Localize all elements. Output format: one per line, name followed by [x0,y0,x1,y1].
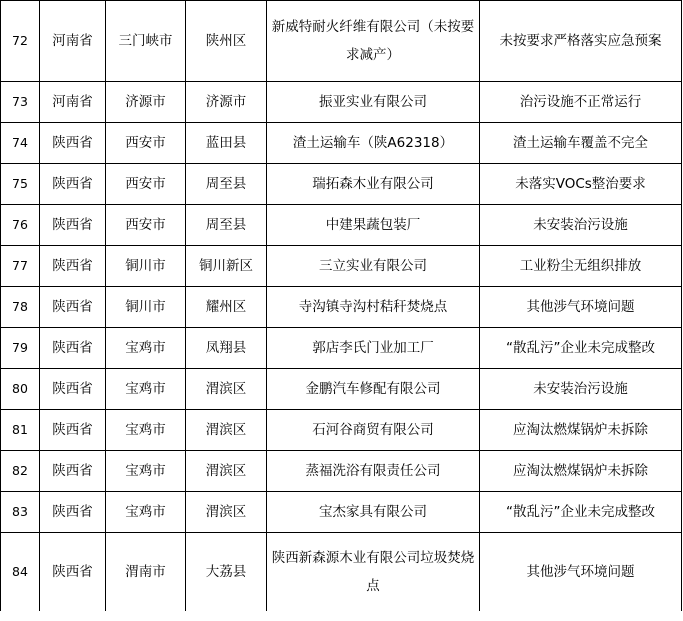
city-cell: 渭南市 [106,533,186,612]
row-number: 78 [1,287,40,328]
row-number: 73 [1,82,40,123]
province-cell: 陕西省 [40,123,106,164]
row-number: 77 [1,246,40,287]
district-cell: 渭滨区 [186,451,267,492]
table-row [1,369,682,410]
row-number: 72 [1,1,40,82]
issue-cell: 应淘汰燃煤锅炉未拆除 [480,451,682,492]
district-cell: 周至县 [186,205,267,246]
company-cell: 金鹏汽车修配有限公司 [267,369,480,410]
district-cell: 凤翔县 [186,328,267,369]
table-row [1,164,682,205]
company-cell: 新威特耐火纤维有限公司（未按要求减产） [267,1,480,82]
district-cell: 耀州区 [186,287,267,328]
province-cell: 陕西省 [40,451,106,492]
city-cell: 西安市 [106,164,186,205]
province-cell: 陕西省 [40,328,106,369]
row-number: 82 [1,451,40,492]
company-cell: 振亚实业有限公司 [267,82,480,123]
row-number: 76 [1,205,40,246]
city-cell: 西安市 [106,205,186,246]
issue-cell: 未按要求严格落实应急预案 [480,1,682,82]
issue-cell: 未落实VOCs整治要求 [480,164,682,205]
issue-cell: 未安装治污设施 [480,369,682,410]
city-cell: 铜川市 [106,246,186,287]
city-cell: 宝鸡市 [106,451,186,492]
company-cell: 渣土运输车（陕A62318） [267,123,480,164]
city-cell: 宝鸡市 [106,328,186,369]
issue-cell: “散乱污”企业未完成整改 [480,492,682,533]
row-number: 79 [1,328,40,369]
company-cell: 宝杰家具有限公司 [267,492,480,533]
row-number: 84 [1,533,40,612]
table-row [1,410,682,451]
issue-cell: 其他涉气环境问题 [480,287,682,328]
company-cell: 石河谷商贸有限公司 [267,410,480,451]
row-number: 80 [1,369,40,410]
table-row [1,246,682,287]
company-cell: 瑞拓森木业有限公司 [267,164,480,205]
city-cell: 济源市 [106,82,186,123]
table-row [1,451,682,492]
row-number: 83 [1,492,40,533]
issue-cell: 治污设施不正常运行 [480,82,682,123]
table-body [1,1,682,612]
company-cell: 三立实业有限公司 [267,246,480,287]
table-row [1,492,682,533]
province-cell: 河南省 [40,82,106,123]
district-cell: 周至县 [186,164,267,205]
city-cell: 铜川市 [106,287,186,328]
company-cell: 陕西新森源木业有限公司垃圾焚烧点 [267,533,480,612]
province-cell: 河南省 [40,1,106,82]
district-cell: 大荔县 [186,533,267,612]
city-cell: 三门峡市 [106,1,186,82]
province-cell: 陕西省 [40,205,106,246]
district-cell: 蓝田县 [186,123,267,164]
district-cell: 陕州区 [186,1,267,82]
table-row [1,1,682,82]
table-row [1,123,682,164]
city-cell: 宝鸡市 [106,410,186,451]
province-cell: 陕西省 [40,287,106,328]
company-cell: 蒸福洗浴有限责任公司 [267,451,480,492]
province-cell: 陕西省 [40,410,106,451]
district-cell: 渭滨区 [186,410,267,451]
company-cell: 郭店李氏门业加工厂 [267,328,480,369]
province-cell: 陕西省 [40,369,106,410]
company-cell: 寺沟镇寺沟村秸秆焚烧点 [267,287,480,328]
row-number: 75 [1,164,40,205]
table-row [1,287,682,328]
city-cell: 宝鸡市 [106,492,186,533]
issue-cell: 渣土运输车覆盖不完全 [480,123,682,164]
issue-cell: “散乱污”企业未完成整改 [480,328,682,369]
row-number: 81 [1,410,40,451]
issue-cell: 工业粉尘无组织排放 [480,246,682,287]
province-cell: 陕西省 [40,492,106,533]
province-cell: 陕西省 [40,533,106,612]
row-number: 74 [1,123,40,164]
table-row [1,205,682,246]
issue-cell: 其他涉气环境问题 [480,533,682,612]
table-row [1,533,682,612]
province-cell: 陕西省 [40,246,106,287]
province-cell: 陕西省 [40,164,106,205]
issue-cell: 应淘汰燃煤锅炉未拆除 [480,410,682,451]
city-cell: 西安市 [106,123,186,164]
issue-cell: 未安装治污设施 [480,205,682,246]
table-row [1,328,682,369]
district-cell: 渭滨区 [186,492,267,533]
district-cell: 铜川新区 [186,246,267,287]
district-cell: 渭滨区 [186,369,267,410]
city-cell: 宝鸡市 [106,369,186,410]
table-row [1,82,682,123]
company-cell: 中建果蔬包装厂 [267,205,480,246]
district-cell: 济源市 [186,82,267,123]
